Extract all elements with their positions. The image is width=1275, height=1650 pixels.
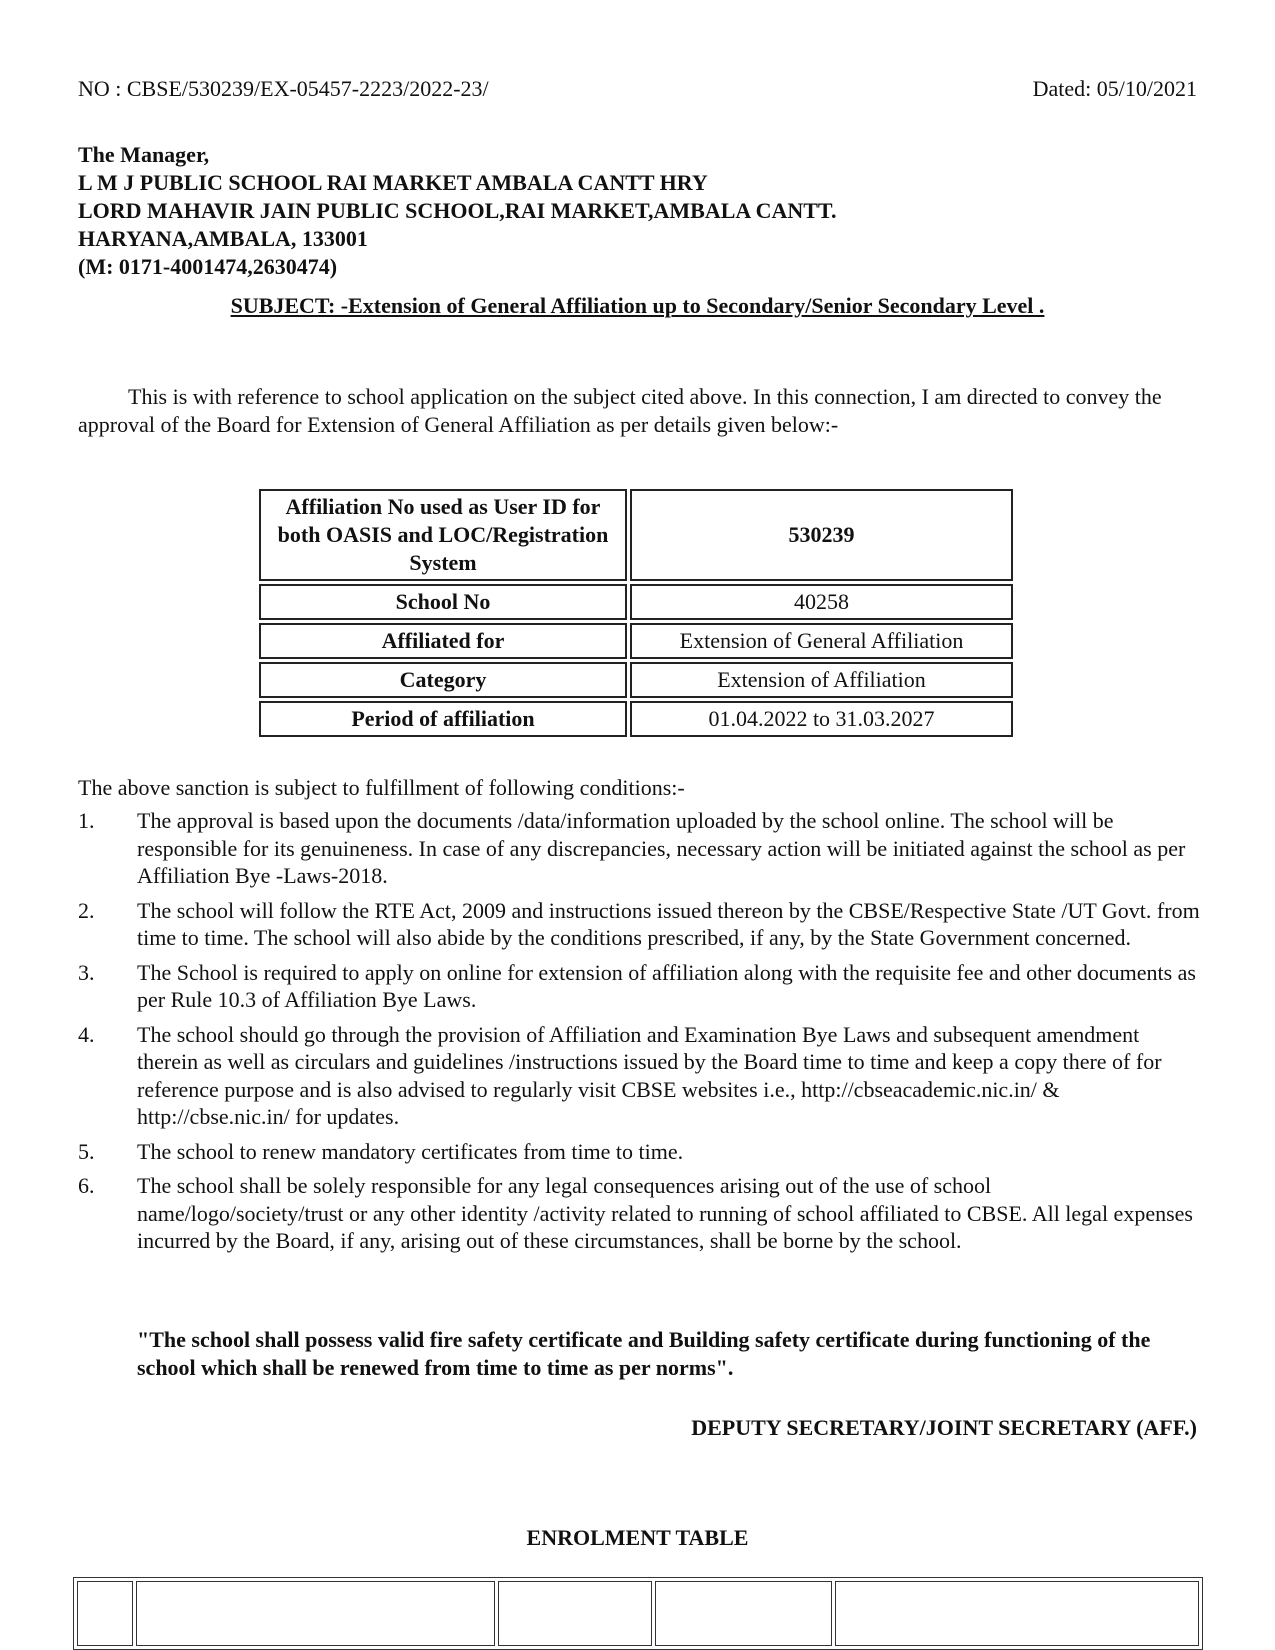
list-item: [78, 897, 1203, 952]
detail-label: Category: [259, 662, 627, 698]
recipient-address: [78, 141, 836, 281]
item-number: 1.: [78, 808, 95, 833]
table-row: [259, 489, 1013, 581]
address-line: LORD MAHAVIR JAIN PUBLIC SCHOOL,RAI MARKET,AMBALA CANTT.: [78, 198, 837, 223]
detail-value: Extension of General Affiliation: [630, 623, 1013, 659]
detail-value: Extension of Affiliation: [630, 662, 1013, 698]
letter-header: [78, 76, 1197, 102]
conditions-list: [78, 807, 1203, 1262]
safety-note: "The school shall possess valid fire safety certificate and Building safety certificate during functioning of the school which shall be renewed from time to time as per norms".: [137, 1327, 1151, 1380]
item-text: The school should go through the provision of Affiliation and Examination Bye Laws and subsequent amendment therein as well as circulars and guidelines /instructions issued by the Board time to time and keep a copy there of for reference purpose and is also advised to regularly visit CBSE websites i.e., http://cbseacademic.nic.in/ & http://cbse.nic.in/ for updates.: [137, 1021, 1162, 1129]
list-item: [78, 1021, 1203, 1131]
item-text: The school will follow the RTE Act, 2009 and instructions issued thereon by the CBSE/Respective State /UT Govt. from time to time. The school will also abide by the conditions prescribed, if any, by the State Government concerned.: [137, 897, 1200, 950]
item-number: 6.: [78, 1173, 95, 1198]
detail-label: Period of affiliation: [259, 701, 627, 737]
address-line: HARYANA,AMBALA, 133001: [78, 226, 368, 251]
item-text: The approval is based upon the documents /data/information uploaded by the school online. The school will be responsible for its genuineness. In case of any discrepancies, necessary action will be initiated against the school as per Affiliation Bye -Laws-2018.: [137, 808, 1186, 888]
conditions-intro: The above sanction is subject to fulfillment of following conditions:-: [78, 775, 685, 800]
item-number: 3.: [78, 959, 95, 985]
table-cell: [77, 1581, 133, 1646]
table-row: [259, 623, 1013, 659]
list-item: [78, 959, 1203, 1014]
table-cell: [835, 1581, 1199, 1646]
table-row: [259, 662, 1013, 698]
item-text: The school to renew mandatory certificates from time to time.: [137, 1138, 684, 1164]
detail-value: 40258: [630, 584, 1013, 620]
item-number: 4.: [78, 1021, 95, 1047]
enrolment-table-title: ENROLMENT TABLE: [526, 1525, 749, 1550]
reference-number: NO : CBSE/530239/EX-05457-2223/2022-23/: [78, 76, 489, 101]
item-number: 5.: [78, 1138, 95, 1164]
intro-paragraph: This is with reference to school application on the subject cited above. In this connection, I am directed to convey the approval of the Board for Extension of General Affiliation as per details given below:-: [78, 384, 1162, 437]
address-line: The Manager,: [78, 142, 210, 167]
address-line: (M: 0171-4001474,2630474): [78, 254, 338, 279]
list-item: [78, 807, 1203, 890]
item-text: The school shall be solely responsible for any legal consequences arising out of the use of school name/logo/society/trust or any other identity /activity related to running of school affiliated to CBSE. All legal expenses incurred by the Board, if any, arising out of these circumstances, shall be borne by the school.: [137, 1173, 1193, 1253]
detail-label: Affiliation No used as User ID for both OASIS and LOC/Registration System: [259, 489, 627, 581]
table-cell: [498, 1581, 652, 1646]
item-text: The School is required to apply on online for extension of affiliation along with the requisite fee and other documents as per Rule 10.3 of Affiliation Bye Laws.: [137, 959, 1196, 1012]
affiliation-details-table: [256, 486, 1016, 740]
signatory: DEPUTY SECRETARY/JOINT SECRETARY (AFF.): [691, 1415, 1197, 1440]
detail-label: Affiliated for: [259, 623, 627, 659]
table-row: [259, 584, 1013, 620]
table-cell: [655, 1581, 832, 1646]
table-cell: [136, 1581, 495, 1646]
detail-value: 01.04.2022 to 31.03.2027: [630, 701, 1013, 737]
detail-label: School No: [259, 584, 627, 620]
table-row: [259, 701, 1013, 737]
enrolment-table: [73, 1577, 1203, 1650]
item-number: 2.: [78, 897, 95, 923]
subject-line: SUBJECT: -Extension of General Affiliation up to Secondary/Senior Secondary Level .: [230, 293, 1045, 318]
detail-value: 530239: [630, 489, 1013, 581]
address-line: L M J PUBLIC SCHOOL RAI MARKET AMBALA CANTT HRY: [78, 170, 708, 195]
table-row: [77, 1581, 1199, 1646]
list-item: [78, 1172, 1203, 1255]
letter-date: Dated: 05/10/2021: [1032, 76, 1197, 101]
list-item: [78, 1138, 1203, 1166]
